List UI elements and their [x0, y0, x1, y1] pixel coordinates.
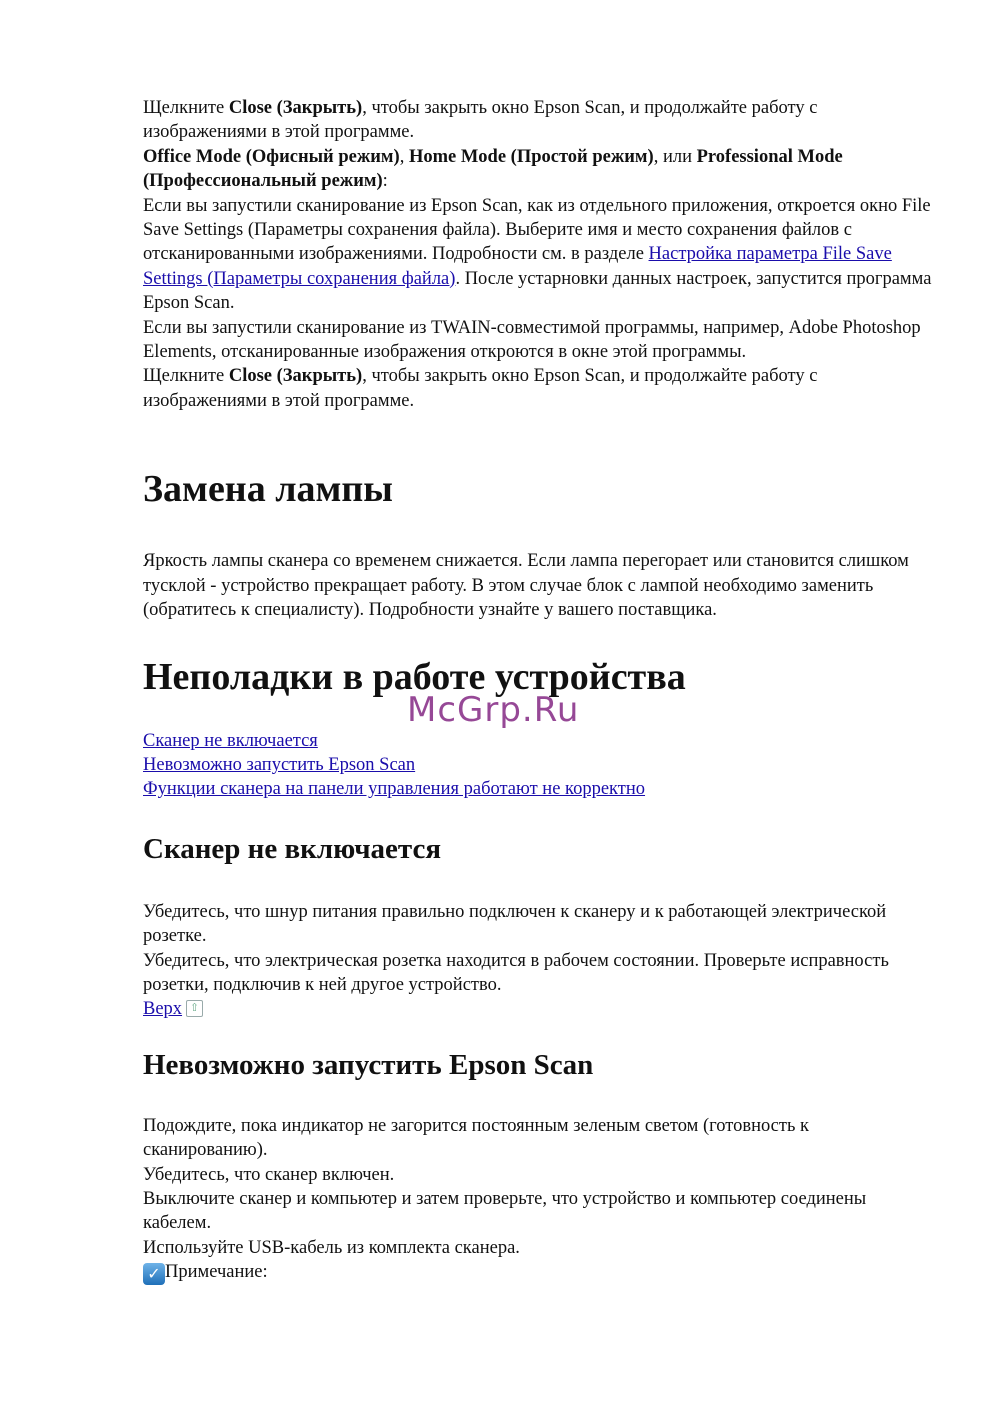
paragraph: Если вы запустили сканирование из TWAIN-совместимой программы, например, Adobe Photoshop Elements, отсканированные изображения откроются в окне этой программы.: [143, 317, 921, 363]
bold-text: Office Mode (Офисный режим): [143, 146, 400, 167]
toc-links: [143, 729, 933, 802]
bold-text: Professional Mode (Профессиональный режим): [143, 146, 843, 192]
paragraph: Подождите, пока индикатор не загорится постоянным зеленым светом (готовность к сканированию).: [143, 1115, 810, 1161]
paragraph: Убедитесь, что шнур питания правильно подключен к сканеру и к работающей электрической розетке.: [143, 901, 887, 947]
paragraph: [143, 96, 933, 145]
toc-link-panel-functions[interactable]: Функции сканера на панели управления работают не корректно: [143, 779, 646, 800]
text: ,: [399, 146, 409, 167]
paragraph: Используйте USB-кабель из комплекта сканера.: [143, 1237, 520, 1258]
toc-link-no-power[interactable]: Сканер не включается: [143, 730, 318, 751]
paragraph: [143, 194, 933, 316]
top-link-row: [143, 997, 933, 1021]
watermark: McGrp.Ru: [407, 690, 580, 730]
lamp-paragraph: Яркость лампы сканера со временем снижается. Если лампа перегорает или становится слишком тусклой - устройство прекращает работу. В этом случае блок с лампой необходимо заменить (обратитесь к специалисту). Подробности узнайте у вашего поставщика.: [143, 551, 909, 621]
file-save-settings-link[interactable]: Настройка параметра File Save Settings (Параметры сохранения файла): [143, 244, 892, 289]
toc-link-no-start[interactable]: Невозможно запустить Epson Scan: [143, 754, 416, 775]
troubleshooting-heading: Неполадки в работе устройства: [143, 655, 686, 698]
bold-text: Home Mode (Простой режим): [408, 146, 654, 167]
modes-paragraph: [143, 145, 933, 194]
text: . После устарновки данных настроек, запустится программа Epson Scan.: [143, 268, 932, 314]
text: , чтобы закрыть окно Epson Scan, и продолжайте работу с изображениями в этой программе.: [143, 366, 818, 411]
text: Если вы запустили сканирование из Epson Scan, как из отдельного приложения, откроется окно File Save Settings (Параметры сохранения файла). Выберите имя и место сохранения файлов с отсканированными изображениями. Подробности см. в разделе: [143, 195, 931, 265]
text: , или: [653, 146, 697, 167]
no-power-heading: Сканер не включается: [143, 832, 442, 865]
text: :: [382, 171, 388, 192]
text: Щелкните: [143, 366, 229, 387]
note-label: Примечание:: [165, 1262, 268, 1283]
paragraph: Выключите сканер и компьютер и затем проверьте, что устройство и компьютер соединены кабелем.: [143, 1188, 867, 1234]
checkmark-note-icon: ✓: [143, 1263, 165, 1285]
paragraph: Убедитесь, что сканер включен.: [143, 1164, 395, 1185]
no-start-heading: Невозможно запустить Epson Scan: [143, 1048, 594, 1081]
paragraph: Убедитесь, что электрическая розетка находится в рабочем состоянии. Проверьте исправность розетки, подключив к ней другое устройство.: [143, 950, 889, 995]
bold-text: Close (Закрыть): [228, 366, 363, 387]
text: Щелкните: [143, 98, 229, 118]
arrow-up-icon[interactable]: ⇧: [186, 1000, 203, 1017]
bold-text: Close (Закрыть): [228, 98, 363, 118]
paragraph: [143, 364, 933, 413]
text: , чтобы закрыть окно Epson Scan, и продолжайте работу с изображениями в этой программе.: [143, 98, 818, 143]
top-link[interactable]: Верх: [143, 999, 183, 1020]
lamp-heading: Замена лампы: [143, 468, 393, 511]
note-row: [143, 1260, 933, 1285]
